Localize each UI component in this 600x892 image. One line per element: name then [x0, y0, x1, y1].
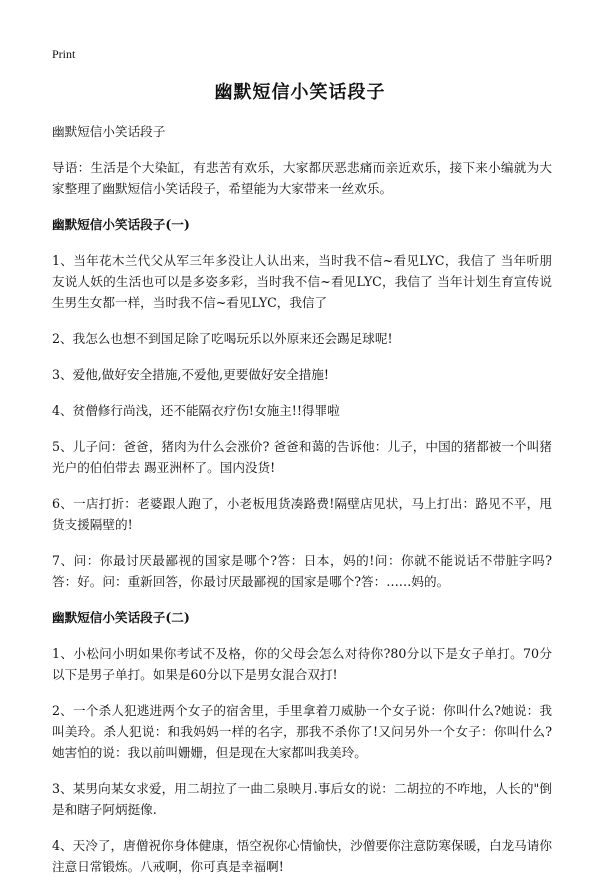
joke-item: 3、某男向某女求爱，用二胡拉了一曲二泉映月.事后女的说：二胡拉的不咋地，人长的"倒是和瞎子阿炳挺像. [52, 781, 552, 817]
joke-item: 7、问：你最讨厌最鄙视的国家是哪个?答：日本，妈的!问：你就不能说话不带脏字吗?答：好。问：重新回答，你最讨厌最鄙视的国家是哪个?答：……妈的。 [52, 553, 552, 589]
joke-item: 2、我怎么也想不到国足除了吃喝玩乐以外原来还会踢足球呢! [52, 331, 393, 346]
joke-item: 5、儿子问：爸爸，猪肉为什么会涨价? 爸爸和蔼的告诉他：儿子，中国的猪都被一个叫猪光户的伯伯带去 踢亚洲杯了。国内没货! [52, 439, 552, 475]
intro-paragraph: 导语：生活是个大染缸，有悲苦有欢乐，大家都厌恶悲痛而亲近欢乐，接下来小编就为大家整理了幽默短信小笑话段子，希望能为大家带来一丝欢乐。 [52, 160, 552, 196]
article-body [52, 121, 552, 892]
subtitle: 幽默短信小笑话段子 [52, 124, 166, 139]
section-heading-1: 幽默短信小笑话段子(一) [52, 217, 190, 232]
joke-item: 1、小松问小明如果你考试不及格，你的父母会怎么对待你?80分以下是女子单打。70分以下是男子单打。如果是60分以下是男女混合双打! [52, 646, 552, 682]
joke-item: 3、爱他,做好安全措施,不爱他,更要做好安全措施! [52, 367, 329, 382]
joke-item: 2、一个杀人犯逃进两个女子的宿舍里，手里拿着刀威胁一个女子说：你叫什么?她说：我叫美玲。杀人犯说：和我妈妈一样的名字，那我不杀你了!又问另外一个女子：你叫什么?她害怕的说：我以前叫姗姗，但是现在大家都叫我美玲。 [52, 703, 552, 760]
joke-item: 6、一店打折：老婆跟人跑了，小老板甩货凑路费!隔壁店见状，马上打出：路见不平，甩货支援隔壁的! [52, 496, 552, 532]
joke-item: 1、当年花木兰代父从军三年多没让人认出来，当时我不信~看见LYC，我信了 当年听朋友说人妖的生活也可以是多姿多彩，当时我不信~看见LYC，我信了 当年计划生育宣传说生男生女都一样，当时我不信~看见LYC，我信了 [52, 253, 552, 310]
section-heading-2: 幽默短信小笑话段子(二) [52, 610, 190, 625]
print-label[interactable]: Print [52, 47, 76, 61]
joke-item: 4、贫僧修行尚浅，还不能隔衣疗伤!女施主!!得罪啦 [52, 403, 340, 418]
joke-item: 4、天冷了，唐僧祝你身体健康，悟空祝你心情愉快，沙僧要你注意防寒保暖，白龙马请你注意日常锻炼。八戒啊，你可真是幸福啊! [52, 838, 552, 874]
page-title: 幽默短信小笑话段子 [214, 82, 386, 103]
